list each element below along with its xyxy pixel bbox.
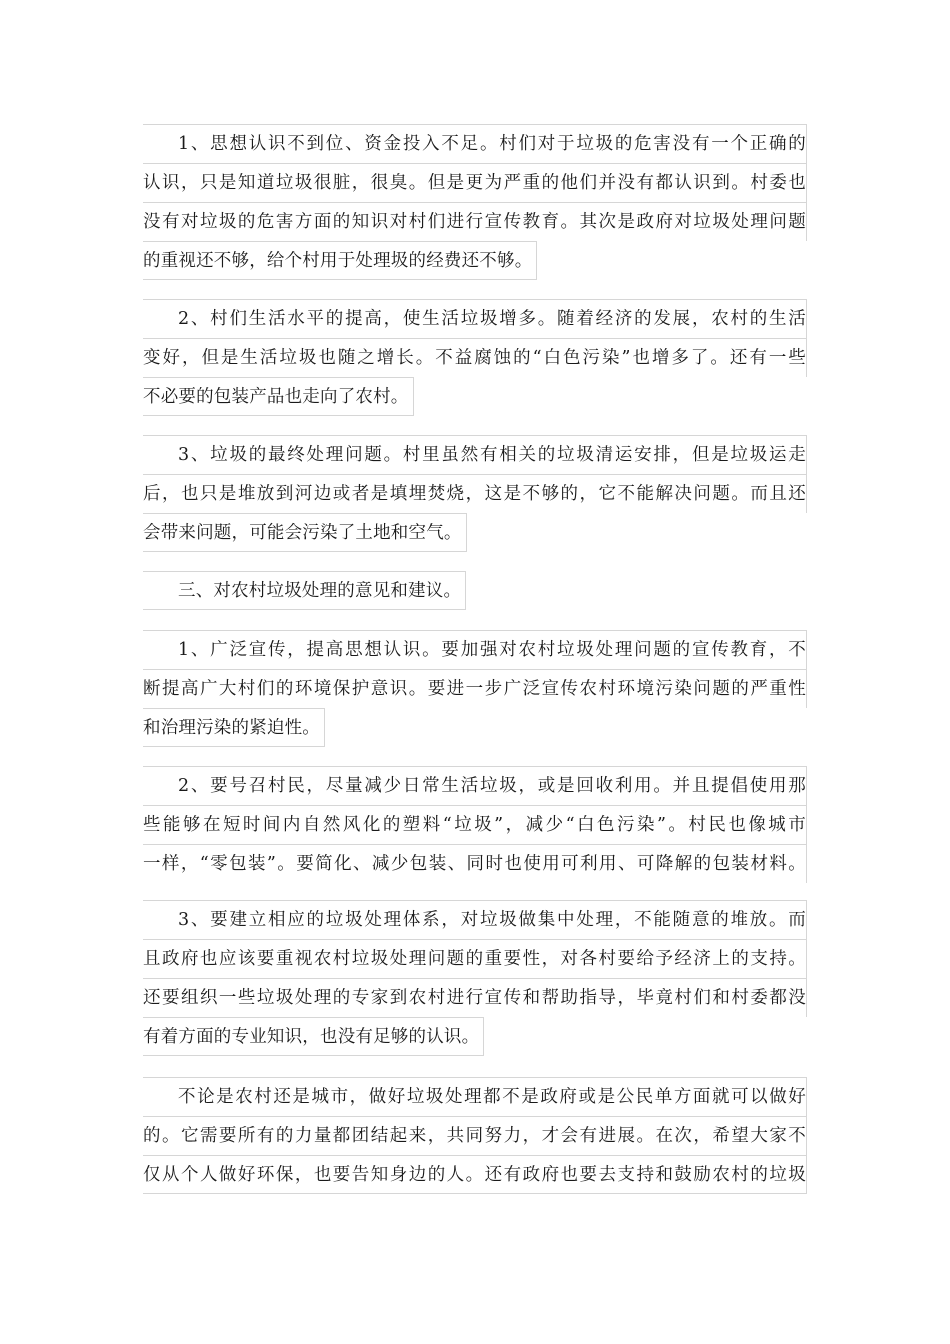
paragraph-line: 和治理污染的紧迫性。 [143, 708, 325, 747]
paragraph-1 [143, 124, 807, 284]
paragraph-5 [143, 766, 807, 883]
paragraph-line: 的重视还不够，给个村用于处理圾的经费还不够。 [143, 241, 537, 280]
paragraph-line: 不论是农村还是城市，做好垃圾处理都不是政府或是公民单方面就可以做好 [143, 1077, 807, 1116]
paragraph-line: 后，也只是堆放到河边或者是填埋焚烧，这是不够的，它不能解决问题。而且还 [143, 474, 807, 513]
paragraph-3 [143, 435, 807, 556]
paragraph-line: 变好，但是生活垃圾也随之增长。不益腐蚀的“白色污染”也增多了。还有一些 [143, 338, 807, 377]
paragraph-line: 3、垃圾的最终处理问题。村里虽然有相关的垃圾清运安排，但是垃圾运走 [143, 435, 807, 474]
paragraph-line: 2、要号召村民，尽量减少日常生活垃圾，或是回收利用。并且提倡使用那 [143, 766, 807, 805]
section-heading [143, 571, 807, 614]
paragraph-4 [143, 630, 807, 751]
paragraph-line: 的。它需要所有的力量都团结起来，共同努力，才会有进展。在次，希望大家不 [143, 1116, 807, 1155]
paragraph-line: 断提高广大村们的环境保护意识。要进一步广泛宣传农村环境污染问题的严重性 [143, 669, 807, 708]
paragraph-line: 没有对垃圾的危害方面的知识对村们进行宣传教育。其次是政府对垃圾处理问题 [143, 202, 807, 241]
paragraph-line: 3、要建立相应的垃圾处理体系，对垃圾做集中处理，不能随意的堆放。而 [143, 900, 807, 939]
paragraph-line: 些能够在短时间内自然风化的塑料“垃圾”，减少“白色污染”。村民也像城市 [143, 805, 807, 844]
paragraph-line: 还要组织一些垃圾处理的专家到农村进行宣传和帮助指导，毕竟村们和村委都没 [143, 978, 807, 1017]
paragraph-line: 认识，只是知道垃圾很脏，很臭。但是更为严重的他们并没有都认识到。村委也 [143, 163, 807, 202]
paragraph-7 [143, 1077, 807, 1194]
paragraph-line: 一样，“零包装”。要简化、减少包装、同时也使用可利用、可降解的包装材料。 [143, 844, 807, 883]
paragraph-line: 会带来问题，可能会污染了土地和空气。 [143, 513, 467, 552]
paragraph-line: 1、思想认识不到位、资金投入不足。村们对于垃圾的危害没有一个正确的 [143, 124, 807, 163]
paragraph-6 [143, 900, 807, 1060]
paragraph-2 [143, 299, 807, 420]
paragraph-line: 且政府也应该要重视农村垃圾处理问题的重要性，对各村要给予经济上的支持。 [143, 939, 807, 978]
paragraph-line: 不必要的包装产品也走向了农村。 [143, 377, 414, 416]
paragraph-line: 仅从个人做好环保，也要告知身边的人。还有政府也要去支持和鼓励农村的垃圾 [143, 1155, 807, 1194]
paragraph-line: 2、村们生活水平的提高，使生活垃圾增多。随着经济的发展，农村的生活 [143, 299, 807, 338]
paragraph-line: 1、广泛宣传，提高思想认识。要加强对农村垃圾处理问题的宣传教育，不 [143, 630, 807, 669]
paragraph-line: 有着方面的专业知识，也没有足够的认识。 [143, 1017, 484, 1056]
section-heading-text: 三、对农村垃圾处理的意见和建议。 [143, 571, 466, 610]
